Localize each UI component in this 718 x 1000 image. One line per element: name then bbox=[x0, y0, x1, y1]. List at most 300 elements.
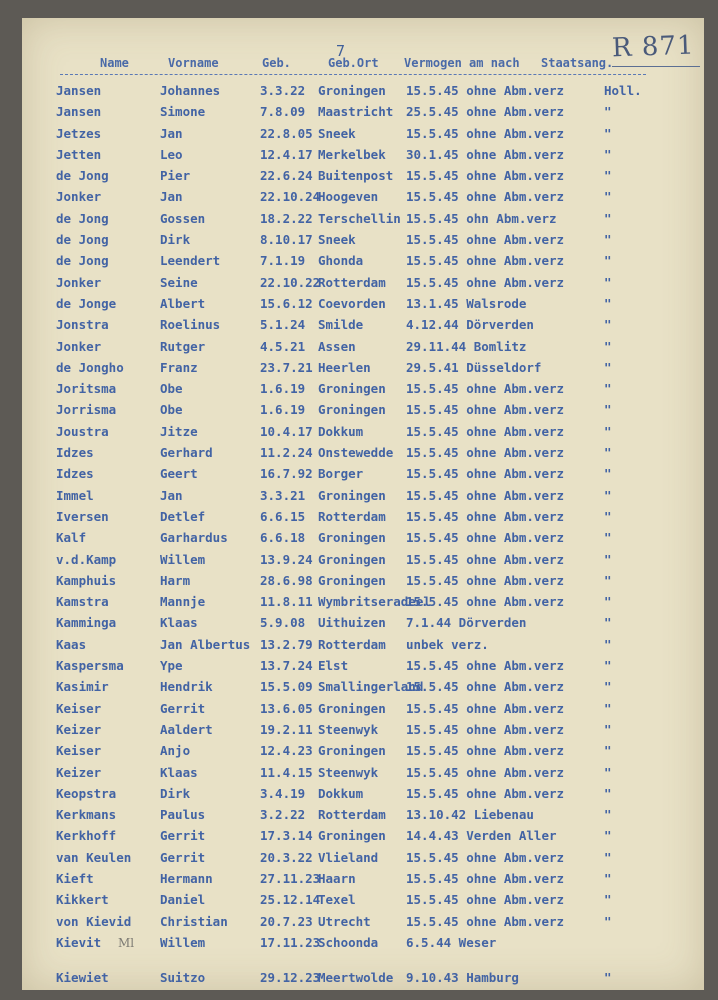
cell-geb: 22.8.05 bbox=[260, 125, 313, 141]
cell-rest: 15.5.45 ohne Abm.verz bbox=[406, 658, 565, 674]
cell-staat: " bbox=[604, 146, 612, 162]
cell-ort: Groningen bbox=[318, 487, 386, 503]
table-row bbox=[0, 967, 718, 988]
header-staat: Staatsang. bbox=[541, 56, 614, 70]
cell-vorname: Jan bbox=[160, 125, 183, 141]
cell-name: Immel bbox=[56, 487, 94, 503]
cell-ort: Coevorden bbox=[318, 295, 386, 311]
header-vorname: Vorname bbox=[168, 56, 219, 70]
cell-name: Keiser bbox=[56, 743, 102, 759]
header-ort: Geb.Ort bbox=[328, 56, 379, 70]
cell-vorname: Jitze bbox=[160, 423, 198, 439]
cell-rest: 15.5.45 ohne Abm.verz bbox=[406, 743, 565, 759]
cell-geb: 27.11.23 bbox=[260, 870, 321, 886]
cell-geb: 28.6.98 bbox=[260, 572, 313, 588]
header-geb: Geb. bbox=[262, 56, 291, 70]
cell-staat: " bbox=[604, 445, 612, 461]
cell-staat: " bbox=[604, 466, 612, 482]
cell-name: Kalf bbox=[56, 530, 87, 546]
cell-geb: 13.9.24 bbox=[260, 551, 313, 567]
cell-vorname: Hermann bbox=[160, 870, 213, 886]
table-row bbox=[0, 762, 718, 783]
cell-geb: 22.10.24 bbox=[260, 189, 321, 205]
table-row bbox=[0, 570, 718, 591]
cell-ort: Maastricht bbox=[318, 104, 394, 120]
cell-staat: " bbox=[604, 892, 612, 908]
cell-vorname: Gossen bbox=[160, 210, 206, 226]
cell-name: Kaspersma bbox=[56, 658, 124, 674]
cell-rest: 15.5.45 ohne Abm.verz bbox=[406, 189, 565, 205]
cell-vorname: Obe bbox=[160, 402, 183, 418]
cell-rest: 29.11.44 Bomlitz bbox=[406, 338, 527, 354]
cell-rest: 15.5.45 ohne Abm.verz bbox=[406, 870, 565, 886]
cell-geb: 11.4.15 bbox=[260, 764, 313, 780]
cell-vorname: Gerhard bbox=[160, 445, 213, 461]
cell-ort: Groningen bbox=[318, 700, 386, 716]
cell-geb: 15.5.09 bbox=[260, 679, 313, 695]
cell-vorname: Garhardus bbox=[160, 530, 228, 546]
cell-vorname: Simone bbox=[160, 104, 206, 120]
table-row bbox=[0, 698, 718, 719]
table-row bbox=[0, 506, 718, 527]
cell-name: de Jong bbox=[56, 253, 109, 269]
cell-ort: Rotterdam bbox=[318, 636, 386, 652]
cell-geb: 22.6.24 bbox=[260, 168, 313, 184]
cell-ort: Sneek bbox=[318, 125, 356, 141]
cell-ort: Groningen bbox=[318, 551, 386, 567]
cell-geb: 3.3.22 bbox=[260, 83, 306, 98]
table-row bbox=[0, 208, 718, 229]
cell-name: Kikkert bbox=[56, 892, 109, 908]
table-row bbox=[0, 783, 718, 804]
cell-rest: 15.5.45 ohne Abm.verz bbox=[406, 274, 565, 290]
table-row bbox=[0, 847, 718, 868]
cell-staat: " bbox=[604, 189, 612, 205]
cell-rest: 15.5.45 ohne Abm.verz bbox=[406, 487, 565, 503]
cell-vorname: Harm bbox=[160, 572, 191, 588]
cell-name: Keiser bbox=[56, 700, 102, 716]
cell-staat: " bbox=[604, 700, 612, 716]
cell-vorname: Willem bbox=[160, 934, 206, 950]
cell-name: v.d.Kamp bbox=[56, 551, 117, 567]
cell-name: de Jonge bbox=[56, 295, 117, 311]
table-row bbox=[0, 336, 718, 357]
cell-staat: " bbox=[604, 658, 612, 674]
cell-name: Kerkhoff bbox=[56, 828, 117, 844]
cell-ort: Groningen bbox=[318, 83, 386, 98]
cell-rest: 15.5.45 ohne Abm.verz bbox=[406, 83, 565, 98]
cell-rest: 15.5.45 ohne Abm.verz bbox=[406, 125, 565, 141]
cell-rest: 15.5.45 ohne Abm.verz bbox=[406, 466, 565, 482]
cell-name: Jorrisma bbox=[56, 402, 117, 418]
cell-staat: " bbox=[604, 551, 612, 567]
cell-ort: Utrecht bbox=[318, 913, 371, 929]
cell-staat: " bbox=[604, 721, 612, 737]
cell-ort: Schoonda bbox=[318, 934, 379, 950]
cell-rest: 15.5.45 ohne Abm.verz bbox=[406, 572, 565, 588]
cell-rest: 15.5.45 ohne Abm.verz bbox=[406, 168, 565, 184]
cell-vorname: Ype bbox=[160, 658, 183, 674]
cell-name: Idzes bbox=[56, 445, 94, 461]
cell-geb: 3.4.19 bbox=[260, 785, 306, 801]
cell-vorname: Jan bbox=[160, 189, 183, 205]
table-row bbox=[0, 527, 718, 548]
cell-staat: " bbox=[604, 807, 612, 823]
cell-vorname: Klaas bbox=[160, 764, 198, 780]
cell-name: Kaas bbox=[56, 636, 87, 652]
cell-ort: Elst bbox=[318, 658, 349, 674]
cell-vorname: Dirk bbox=[160, 785, 191, 801]
table-row bbox=[0, 634, 718, 655]
cell-staat: " bbox=[604, 274, 612, 290]
cell-ort: Haarn bbox=[318, 870, 356, 886]
cell-staat: " bbox=[604, 828, 612, 844]
cell-name: Joustra bbox=[56, 423, 109, 439]
cell-geb: 17.3.14 bbox=[260, 828, 313, 844]
cell-ort: Buitenpost bbox=[318, 168, 394, 184]
table-row bbox=[0, 591, 718, 612]
cell-geb: 6.6.18 bbox=[260, 530, 306, 546]
cell-staat: " bbox=[604, 423, 612, 439]
header-vermogen: Vermogen am nach bbox=[404, 56, 520, 70]
cell-name: Jonker bbox=[56, 338, 102, 354]
cell-vorname: Rutger bbox=[160, 338, 206, 354]
cell-vorname: Hendrik bbox=[160, 679, 213, 695]
cell-staat: " bbox=[604, 295, 612, 311]
cell-geb: 20.7.23 bbox=[260, 913, 313, 929]
table-row bbox=[0, 357, 718, 378]
cell-vorname: Geert bbox=[160, 466, 198, 482]
cell-vorname: Jan bbox=[160, 487, 183, 503]
cell-ort: Onstewedde bbox=[318, 445, 394, 461]
table-header bbox=[0, 56, 718, 74]
cell-name: Kamphuis bbox=[56, 572, 117, 588]
cell-vorname: Klaas bbox=[160, 615, 198, 631]
cell-rest: 15.5.45 ohne Abm.verz bbox=[406, 785, 565, 801]
cell-vorname: Paulus bbox=[160, 807, 206, 823]
cell-ort: Heerlen bbox=[318, 359, 371, 375]
cell-ort: Ghonda bbox=[318, 253, 364, 269]
cell-name: de Jong bbox=[56, 210, 109, 226]
table-row bbox=[0, 485, 718, 506]
table-row bbox=[0, 250, 718, 271]
cell-rest: 15.5.45 ohne Abm.verz bbox=[406, 721, 565, 737]
table-row bbox=[0, 719, 718, 740]
cell-vorname: Franz bbox=[160, 359, 198, 375]
cell-geb: 18.2.22 bbox=[260, 210, 313, 226]
cell-rest: 15.5.45 ohne Abm.verz bbox=[406, 551, 565, 567]
cell-ort: Smallingerland bbox=[318, 679, 424, 695]
cell-name: Kasimir bbox=[56, 679, 109, 695]
cell-rest: 29.5.41 Düsseldorf bbox=[406, 359, 542, 375]
cell-ort: Dokkum bbox=[318, 423, 364, 439]
table-row bbox=[0, 889, 718, 910]
cell-rest: 15.5.45 ohne Abm.verz bbox=[406, 402, 565, 418]
cell-name: Joritsma bbox=[56, 381, 117, 397]
cell-staat: " bbox=[604, 487, 612, 503]
cell-ort: Wymbritseradeel bbox=[318, 594, 431, 610]
cell-name: Idzes bbox=[56, 466, 94, 482]
cell-staat: " bbox=[604, 870, 612, 886]
cell-ort: Uithuizen bbox=[318, 615, 386, 631]
cell-rest: 25.5.45 ohne Abm.verz bbox=[406, 104, 565, 120]
cell-ort: Meertwolde bbox=[318, 970, 394, 986]
cell-ort: Steenwyk bbox=[318, 764, 379, 780]
cell-vorname: Suitzo bbox=[160, 970, 206, 986]
cell-name: Jetzes bbox=[56, 125, 102, 141]
cell-name: Jetten bbox=[56, 146, 102, 162]
cell-ort: Groningen bbox=[318, 530, 386, 546]
cell-rest: 7.1.44 Dörverden bbox=[406, 615, 527, 631]
cell-geb: 13.7.24 bbox=[260, 658, 313, 674]
cell-rest: 15.5.45 ohne Abm.verz bbox=[406, 679, 565, 695]
cell-vorname: Christian bbox=[160, 913, 228, 929]
table-row bbox=[0, 123, 718, 144]
cell-name: Iversen bbox=[56, 508, 109, 524]
cell-staat: " bbox=[604, 402, 612, 418]
table-row bbox=[0, 612, 718, 633]
cell-staat: " bbox=[604, 317, 612, 333]
cell-rest: 4.12.44 Dörverden bbox=[406, 317, 534, 333]
table-row bbox=[0, 229, 718, 250]
cell-staat: " bbox=[604, 679, 612, 695]
cell-rest: 15.5.45 ohne Abm.verz bbox=[406, 892, 565, 908]
cell-geb: 23.7.21 bbox=[260, 359, 313, 375]
cell-staat: " bbox=[604, 253, 612, 269]
cell-geb: 12.4.17 bbox=[260, 146, 313, 162]
cell-name: von Kievid bbox=[56, 913, 132, 929]
cell-geb: 17.11.23 bbox=[260, 934, 321, 950]
cell-vorname: Gerrit bbox=[160, 700, 206, 716]
table-row bbox=[0, 825, 718, 846]
cell-staat: " bbox=[604, 970, 612, 986]
cell-vorname: Roelinus bbox=[160, 317, 221, 333]
table-row bbox=[0, 399, 718, 420]
cell-ort: Groningen bbox=[318, 402, 386, 418]
cell-geb: 1.6.19 bbox=[260, 402, 306, 418]
cell-name: Kamstra bbox=[56, 594, 109, 610]
cell-rest: 15.5.45 ohne Abm.verz bbox=[406, 594, 565, 610]
cell-rest: 9.10.43 Hamburg bbox=[406, 970, 519, 986]
cell-vorname: Leo bbox=[160, 146, 183, 162]
table-row bbox=[0, 144, 718, 165]
table-row bbox=[0, 549, 718, 570]
cell-ort: Groningen bbox=[318, 828, 386, 844]
table-row bbox=[0, 378, 718, 399]
cell-ort: Rotterdam bbox=[318, 807, 386, 823]
cell-vorname: Anjo bbox=[160, 743, 191, 759]
cell-rest: 13.1.45 Walsrode bbox=[406, 295, 527, 311]
cell-rest: 14.4.43 Verden Aller bbox=[406, 828, 557, 844]
cell-staat: " bbox=[604, 168, 612, 184]
cell-staat: " bbox=[604, 615, 612, 631]
cell-geb: 5.1.24 bbox=[260, 317, 306, 333]
cell-ort: Borger bbox=[318, 466, 364, 482]
cell-geb: 7.1.19 bbox=[260, 253, 306, 269]
cell-ort: Groningen bbox=[318, 572, 386, 588]
cell-rest: 15.5.45 ohne Abm.verz bbox=[406, 849, 565, 865]
cell-ort: Groningen bbox=[318, 743, 386, 759]
cell-vorname: Dirk bbox=[160, 232, 191, 248]
cell-geb: 13.2.79 bbox=[260, 636, 313, 652]
cell-name: Jonstra bbox=[56, 317, 109, 333]
cell-staat: " bbox=[604, 210, 612, 226]
cell-rest: unbek verz. bbox=[406, 636, 489, 652]
cell-rest: 30.1.45 ohne Abm.verz bbox=[406, 146, 565, 162]
cell-ort: Rotterdam bbox=[318, 274, 386, 290]
cell-staat: " bbox=[604, 104, 612, 120]
table-row bbox=[0, 272, 718, 293]
cell-rest: 15.5.45 ohn Abm.verz bbox=[406, 210, 557, 226]
table-row bbox=[0, 293, 718, 314]
cell-geb: 6.6.15 bbox=[260, 508, 306, 524]
cell-name: Jonker bbox=[56, 274, 102, 290]
cell-staat: " bbox=[604, 743, 612, 759]
cell-geb: 11.8.11 bbox=[260, 594, 313, 610]
side-stamp: Ml bbox=[118, 936, 135, 950]
cell-name: de Jong bbox=[56, 168, 109, 184]
cell-vorname: Detlef bbox=[160, 508, 206, 524]
cell-staat: " bbox=[604, 359, 612, 375]
cell-ort: Vlieland bbox=[318, 849, 379, 865]
cell-vorname: Mannje bbox=[160, 594, 206, 610]
cell-staat: " bbox=[604, 530, 612, 546]
cell-rest: 13.10.42 Liebenau bbox=[406, 807, 534, 823]
table-row bbox=[0, 804, 718, 825]
cell-rest: 6.5.44 Weser bbox=[406, 934, 497, 950]
cell-geb: 8.10.17 bbox=[260, 232, 313, 248]
cell-geb: 19.2.11 bbox=[260, 721, 313, 737]
cell-geb: 29.12.23 bbox=[260, 970, 321, 986]
cell-geb: 3.3.21 bbox=[260, 487, 306, 503]
cell-name: Kamminga bbox=[56, 615, 117, 631]
cell-geb: 3.2.22 bbox=[260, 807, 306, 823]
cell-ort: Texel bbox=[318, 892, 356, 908]
table-row bbox=[0, 740, 718, 761]
cell-vorname: Jan Albertus bbox=[160, 636, 251, 652]
cell-staat: " bbox=[604, 381, 612, 397]
cell-rest: 15.5.45 ohne Abm.verz bbox=[406, 508, 565, 524]
cell-staat: " bbox=[604, 508, 612, 524]
cell-staat: " bbox=[604, 636, 612, 652]
cell-rest: 15.5.45 ohne Abm.verz bbox=[406, 381, 565, 397]
cell-geb: 13.6.05 bbox=[260, 700, 313, 716]
cell-ort: Assen bbox=[318, 338, 356, 354]
cell-name: Keizer bbox=[56, 764, 102, 780]
cell-vorname: Daniel bbox=[160, 892, 206, 908]
archive-mark: R 871 bbox=[611, 30, 695, 64]
cell-staat: " bbox=[604, 338, 612, 354]
table-row bbox=[0, 911, 718, 932]
cell-name: de Jongho bbox=[56, 359, 124, 375]
cell-staat: " bbox=[604, 785, 612, 801]
cell-name: Keopstra bbox=[56, 785, 117, 801]
cell-geb: 20.3.22 bbox=[260, 849, 313, 865]
cell-name: Kieft bbox=[56, 870, 94, 886]
table-row bbox=[0, 101, 718, 122]
table-row bbox=[0, 868, 718, 889]
cell-geb: 1.6.19 bbox=[260, 381, 306, 397]
table-row bbox=[0, 421, 718, 442]
cell-staat: Holl. bbox=[604, 83, 642, 98]
header-name: Name bbox=[100, 56, 129, 70]
table-row bbox=[0, 165, 718, 186]
cell-vorname: Leendert bbox=[160, 253, 221, 269]
cell-vorname: Pier bbox=[160, 168, 191, 184]
cell-ort: Smilde bbox=[318, 317, 364, 333]
cell-staat: " bbox=[604, 764, 612, 780]
cell-ort: Merkelbek bbox=[318, 146, 386, 162]
cell-staat: " bbox=[604, 913, 612, 929]
cell-ort: Sneek bbox=[318, 232, 356, 248]
cell-geb: 22.10.22 bbox=[260, 274, 321, 290]
cell-staat: " bbox=[604, 232, 612, 248]
page-number: 7 bbox=[336, 42, 346, 60]
cell-name: Jansen bbox=[56, 83, 102, 98]
cell-staat: " bbox=[604, 125, 612, 141]
cell-vorname: Johannes bbox=[160, 83, 221, 98]
cell-name: van Keulen bbox=[56, 849, 132, 865]
cell-vorname: Seine bbox=[160, 274, 198, 290]
cell-rest: 15.5.45 ohne Abm.verz bbox=[406, 530, 565, 546]
cell-name: Jansen bbox=[56, 104, 102, 120]
cell-name: Kerkmans bbox=[56, 807, 117, 823]
cell-geb: 11.2.24 bbox=[260, 445, 313, 461]
cell-ort: Steenwyk bbox=[318, 721, 379, 737]
cell-geb: 10.4.17 bbox=[260, 423, 313, 439]
cell-vorname: Willem bbox=[160, 551, 206, 567]
cell-rest: 15.5.45 ohne Abm.verz bbox=[406, 700, 565, 716]
table-row bbox=[0, 932, 718, 953]
cell-ort: Terschellin bbox=[318, 210, 401, 226]
cell-rest: 15.5.45 ohne Abm.verz bbox=[406, 232, 565, 248]
cell-vorname: Albert bbox=[160, 295, 206, 311]
cell-geb: 5.9.08 bbox=[260, 615, 306, 631]
cell-name: de Jong bbox=[56, 232, 109, 248]
table-row bbox=[0, 80, 718, 101]
cell-name: Kievit bbox=[56, 934, 102, 950]
table-row bbox=[0, 655, 718, 676]
cell-geb: 16.7.92 bbox=[260, 466, 313, 482]
header-rule bbox=[60, 74, 646, 75]
cell-vorname: Obe bbox=[160, 381, 183, 397]
cell-rest: 15.5.45 ohne Abm.verz bbox=[406, 253, 565, 269]
cell-name: Jonker bbox=[56, 189, 102, 205]
cell-geb: 7.8.09 bbox=[260, 104, 306, 120]
cell-ort: Dokkum bbox=[318, 785, 364, 801]
cell-rest: 15.5.45 ohne Abm.verz bbox=[406, 913, 565, 929]
cell-vorname: Gerrit bbox=[160, 828, 206, 844]
cell-ort: Groningen bbox=[318, 381, 386, 397]
table-row bbox=[0, 186, 718, 207]
cell-ort: Rotterdam bbox=[318, 508, 386, 524]
cell-geb: 12.4.23 bbox=[260, 743, 313, 759]
cell-name: Keizer bbox=[56, 721, 102, 737]
register-table bbox=[0, 80, 718, 988]
cell-geb: 4.5.21 bbox=[260, 338, 306, 354]
table-row bbox=[0, 463, 718, 484]
cell-staat: " bbox=[604, 572, 612, 588]
cell-geb: 25.12.14 bbox=[260, 892, 321, 908]
cell-name: Kiewiet bbox=[56, 970, 109, 986]
cell-rest: 15.5.45 ohne Abm.verz bbox=[406, 423, 565, 439]
cell-vorname: Gerrit bbox=[160, 849, 206, 865]
cell-vorname: Aaldert bbox=[160, 721, 213, 737]
table-row bbox=[0, 442, 718, 463]
cell-staat: " bbox=[604, 849, 612, 865]
cell-staat: " bbox=[604, 594, 612, 610]
table-row bbox=[0, 314, 718, 335]
